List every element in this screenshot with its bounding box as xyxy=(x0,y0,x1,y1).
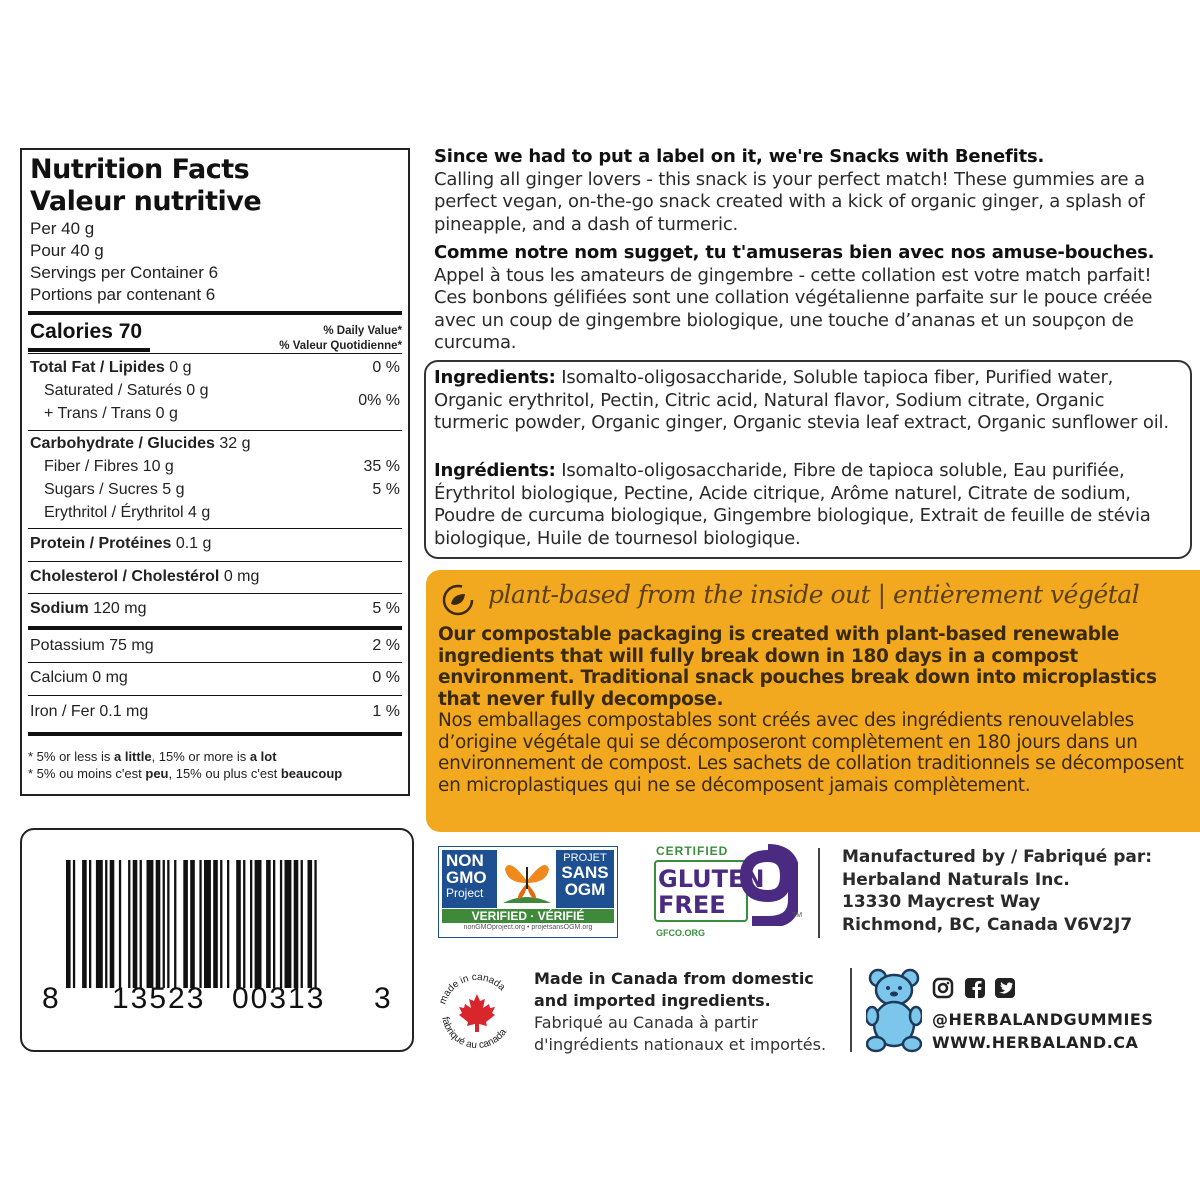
barcode-bar xyxy=(280,860,282,988)
barcode-bar xyxy=(167,860,169,988)
potassium-label: Potassium 75 mg xyxy=(30,637,154,654)
divider xyxy=(28,430,402,431)
non-gmo-gmo: GMO xyxy=(446,868,487,887)
description-en xyxy=(434,146,1174,236)
potassium-row xyxy=(30,637,400,655)
total-fat-dv: 0 % xyxy=(372,359,400,376)
non-gmo-sans: SANS xyxy=(561,863,609,882)
non-gmo-badge xyxy=(438,846,618,938)
plant-text xyxy=(438,624,1188,796)
ingredients-en-text: Isomalto-oligosaccharide, Soluble tapioca fiber, Purified water, Organic erythritol, Pectin, Citric acid, Natural flavor, Sodium citrate, Organic turmeric powder, Organic ginger, Organic stevia leaf extract, Organic sunflower oil. xyxy=(434,367,1169,433)
butterfly-icon xyxy=(501,853,553,907)
seal-bottom-text: fabriqué au canada xyxy=(439,1016,510,1052)
barcode-bar xyxy=(140,860,142,988)
calories: Calories 70 xyxy=(30,320,143,343)
divider xyxy=(28,528,402,529)
barcode-bar xyxy=(227,860,229,988)
barcode-digits-right: 00313 xyxy=(232,982,326,1015)
barcode-bar xyxy=(314,860,316,988)
barcode-bar xyxy=(204,860,211,988)
sodium-dv: 5 % xyxy=(372,600,400,617)
barcode-bar xyxy=(255,860,262,988)
trans-label: + Trans / Trans 0 g xyxy=(44,405,178,422)
ingredients-en-label: Ingredients: xyxy=(434,367,556,388)
description-fr-heading: Comme notre nom sugget, tu t'amuseras bien avec nos amuse-bouches. xyxy=(434,242,1155,263)
barcode-bar xyxy=(294,860,299,988)
dv-fr: % Valeur Quotidienne* xyxy=(279,340,402,352)
barcode-bar xyxy=(273,860,275,988)
calories-rule xyxy=(28,348,150,352)
erythritol-row xyxy=(44,504,400,522)
barcode-bar xyxy=(66,860,71,988)
barcode-bar xyxy=(174,860,176,988)
footnote-en: * 5% or less is a little, 15% or more is a lot xyxy=(28,749,277,764)
non-gmo-verified: VERIFIED · VÉRIFIÉ xyxy=(442,909,614,923)
barcode-bar xyxy=(243,860,245,988)
social-icons xyxy=(932,977,1022,1001)
gluten-free-word: FREE xyxy=(658,891,726,919)
gluten-free-badge xyxy=(648,842,802,942)
cholesterol-row xyxy=(30,568,400,586)
protein-row xyxy=(30,535,400,553)
divider xyxy=(28,593,402,594)
made-in-canada-text xyxy=(534,968,834,1056)
facebook-icon[interactable] xyxy=(964,977,986,999)
manufacturer-line-4: Richmond, BC, Canada V6V2J7 xyxy=(842,914,1133,935)
thin-rule xyxy=(28,353,402,354)
ingredients-fr-label: Ingrédients: xyxy=(434,460,556,481)
barcode-digits-left: 13523 xyxy=(112,982,206,1015)
barcode-bar xyxy=(220,860,222,988)
gluten-org: GFCO.ORG xyxy=(656,928,705,938)
iron-row xyxy=(30,703,400,721)
total-fat-row xyxy=(30,359,400,377)
dv-en: % Daily Value* xyxy=(323,325,402,337)
manufacturer-info xyxy=(842,846,1152,936)
sodium-label: Sodium xyxy=(30,600,89,617)
barcode-bar xyxy=(308,860,313,988)
barcode-bar xyxy=(82,860,87,988)
sugars-label: Sugars / Sucres 5 g xyxy=(44,481,185,498)
barcode-bar xyxy=(110,860,115,988)
twitter-icon[interactable] xyxy=(994,977,1016,999)
barcode-bar xyxy=(73,860,75,988)
non-gmo-projet: PROJET xyxy=(563,852,607,864)
serving-size-en: Per 40 g xyxy=(30,219,95,238)
barcode-bar xyxy=(163,860,165,988)
sodium-row xyxy=(30,600,400,618)
gluten-g-icon xyxy=(738,842,798,926)
plant-based-panel xyxy=(426,570,1200,832)
barcode-digit-last: 3 xyxy=(374,982,391,1015)
non-gmo-right-block xyxy=(556,850,614,908)
fat-combined-dv: 0% % xyxy=(358,392,400,409)
description-fr xyxy=(434,242,1174,355)
saturated-label: Saturated / Saturés 0 g xyxy=(44,382,209,399)
social-text xyxy=(932,1008,1153,1054)
barcode-bar xyxy=(89,860,91,988)
non-gmo-left-block xyxy=(442,850,497,908)
manufacturer-line-2: Herbaland Naturals Inc. xyxy=(842,869,1070,890)
barcode-bar xyxy=(213,860,218,988)
sugars-dv: 5 % xyxy=(372,481,400,498)
separator xyxy=(818,848,820,938)
barcode-bar xyxy=(190,860,195,988)
barcode-bar xyxy=(147,860,154,988)
servings-per-container-fr: Portions par contenant 6 xyxy=(30,285,216,304)
website-link[interactable]: WWW.HERBALAND.CA xyxy=(932,1033,1139,1052)
fiber-label: Fiber / Fibres 10 g xyxy=(44,458,174,475)
barcode-bar xyxy=(128,860,130,988)
non-gmo-non: NON xyxy=(446,851,484,870)
non-gmo-project: Project xyxy=(446,886,484,900)
erythritol-label: Erythritol / Érythritol 4 g xyxy=(44,504,211,521)
barcode-bar xyxy=(250,860,252,988)
gluten-tm: TM xyxy=(792,912,803,919)
sodium-amount: 120 mg xyxy=(88,600,147,617)
barcode-bar xyxy=(183,860,188,988)
carbs-label: Carbohydrate / Glucides xyxy=(30,435,215,452)
barcode-bar xyxy=(285,860,292,988)
description-fr-body: Appel à tous les amateurs de gingembre - cette collation est votre match parfait! Ces bonbons gélifiées sont une collation végétalienne parfaite sur le pouce créée avec un coup de gingembre biologique, une touche d’ananas et un soupçon de curcuma. xyxy=(434,264,1153,353)
social-handle[interactable]: @HERBALANDGUMMIES xyxy=(932,1010,1154,1029)
maple-leaf-icon xyxy=(459,994,495,1032)
plant-heading: plant-based from the inside out | entièrement végétal xyxy=(488,580,1140,609)
barcode-bar xyxy=(133,860,138,988)
plant-text-en: Our compostable packaging is created with plant-based renewable ingredients that will fully break down in 180 days in a compost environment. Traditional snack pouches break down into microplastics that never fully decompose. xyxy=(438,624,1157,710)
nutrition-facts-panel xyxy=(20,148,410,796)
barcode-bar xyxy=(119,860,121,988)
separator xyxy=(850,968,852,1052)
sugars-row xyxy=(44,481,400,499)
iron-label: Iron / Fer 0.1 mg xyxy=(30,703,149,720)
fiber-dv: 35 % xyxy=(363,458,400,475)
nutrition-title-fr: Valeur nutritive xyxy=(30,186,262,217)
carbs-amount: 32 g xyxy=(214,435,251,452)
barcode-panel xyxy=(20,828,414,1052)
thick-divider xyxy=(28,626,402,630)
cholesterol-amount: 0 mg xyxy=(219,568,260,585)
manufacturer-line-1: Manufactured by / Fabriqué par: xyxy=(842,847,1153,867)
protein-amount: 0.1 g xyxy=(171,535,212,552)
description-en-body: Calling all ginger lovers - this snack is your perfect match! These gummies are a perfect vegan, on-the-go snack created with a kick of organic ginger, a splash of pineapple, and a dash of turmeric. xyxy=(434,168,1145,235)
seal-top-text: made in canada xyxy=(437,971,508,1006)
instagram-icon[interactable] xyxy=(932,977,954,999)
nutrition-title-en: Nutrition Facts xyxy=(30,154,250,185)
divider xyxy=(28,662,402,663)
saturated-row xyxy=(44,382,400,400)
footnote xyxy=(28,748,342,782)
divider xyxy=(28,695,402,696)
barcode-bars xyxy=(66,860,396,988)
cholesterol-label: Cholesterol / Cholestérol xyxy=(30,568,220,585)
plant-text-fr: Nos emballages compostables sont créés avec des ingrédients renouvelables d’origine végétale qui se décomposeront complètement en 180 jours dans un environnement de compost. Les sachets de collation traditionnels se décomposent en microplastiques qui ne se décomposent jamais complètement. xyxy=(438,710,1184,796)
non-gmo-ogm: OGM xyxy=(564,880,606,899)
gluten-certified: CERTIFIED xyxy=(656,844,729,858)
thick-rule xyxy=(28,311,402,315)
barcode-bar xyxy=(236,860,241,988)
barcode-digit-first: 8 xyxy=(42,982,59,1015)
total-fat-label: Total Fat / Lipides xyxy=(30,359,165,376)
manufacturer-line-3: 13330 Maycrest Way xyxy=(842,892,1041,912)
barcode-bar xyxy=(266,860,271,988)
barcode-bar xyxy=(199,860,201,988)
barcode-bar xyxy=(301,860,303,988)
ingredients-fr xyxy=(434,460,1184,550)
calcium-label: Calcium 0 mg xyxy=(30,669,128,686)
divider xyxy=(28,561,402,562)
calcium-row xyxy=(30,669,400,687)
potassium-dv: 2 % xyxy=(372,637,400,654)
protein-label: Protein / Protéines xyxy=(30,535,172,552)
made-in-canada-seal xyxy=(432,968,522,1058)
trans-row xyxy=(44,405,400,423)
daily-value-header xyxy=(279,324,402,354)
calcium-dv: 0 % xyxy=(372,669,400,686)
barcode-bar xyxy=(105,860,107,988)
carbs-row xyxy=(30,435,400,453)
description-en-heading: Since we had to put a label on it, we're Snacks with Benefits. xyxy=(434,146,1045,167)
made-in-fr: Fabriqué au Canada à partir d'ingrédients nationaux et importés. xyxy=(534,1013,827,1054)
serving-size-fr: Pour 40 g xyxy=(30,241,104,260)
ingredients-fr-text: Isomalto-oligosaccharide, Fibre de tapioca soluble, Eau purifiée, Érythritol biologique, Pectine, Acide citrique, Arôme naturel, Citrate de sodium, Poudre de curcuma biologique, Gingembre biologique, Extrait de feuille de stévia biologique, Huile de tournesol biologique. xyxy=(434,460,1151,549)
footnote-fr: * 5% ou moins c'est peu, 15% ou plus c'est beaucoup xyxy=(28,766,343,781)
total-fat-amount: 0 g xyxy=(164,359,192,376)
barcode-bar xyxy=(96,860,103,988)
gluten-word: GLUTEN xyxy=(658,865,765,893)
non-gmo-url: nonGMOproject.org • projetsansOGM.org xyxy=(463,924,593,931)
leaf-circle-icon xyxy=(440,582,476,618)
gummy-bear-icon xyxy=(866,968,922,1054)
made-in-en: Made in Canada from domestic and imported ingredients. xyxy=(534,969,814,1010)
ingredients-en xyxy=(434,367,1182,435)
barcode-bar xyxy=(156,860,161,988)
servings-per-container-en: Servings per Container 6 xyxy=(30,263,219,282)
thick-divider xyxy=(28,732,402,736)
fiber-row xyxy=(44,458,400,476)
iron-dv: 1 % xyxy=(372,703,400,720)
